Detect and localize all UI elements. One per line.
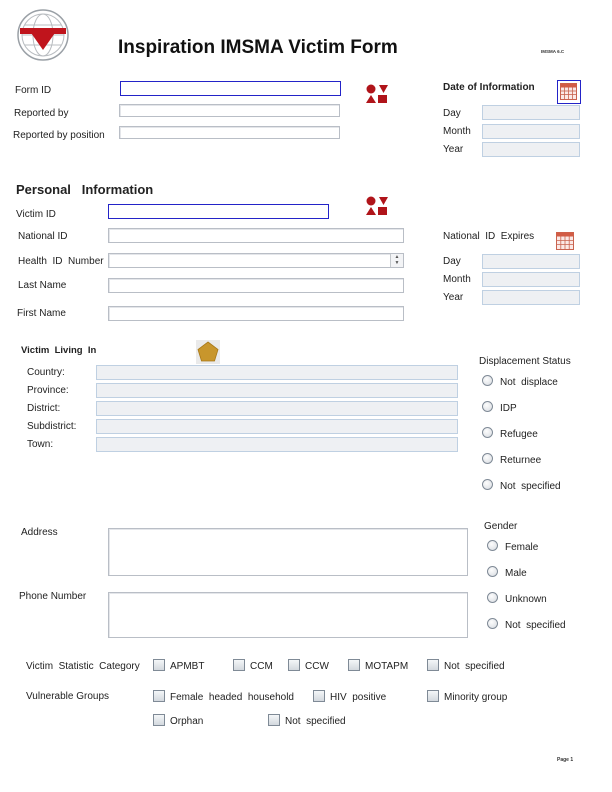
lookup-button-victim[interactable] (365, 194, 389, 218)
health-id-label: Health ID Number (18, 256, 104, 267)
pentagon-location-icon (196, 340, 220, 364)
displacement-option-label: Refugee (500, 429, 538, 440)
last-name-label: Last Name (18, 280, 67, 291)
national-id-field[interactable] (108, 228, 404, 243)
address-field[interactable] (108, 528, 468, 576)
victim-living-in-heading: Victim Living In (21, 345, 97, 356)
national-id-expires-calendar-button[interactable] (553, 229, 577, 253)
country-label: Country: (27, 367, 65, 378)
vulnerable-checkbox-orphan[interactable] (153, 714, 165, 726)
page-title: Inspiration IMSMA Victim Form (118, 37, 398, 58)
country-field[interactable] (96, 365, 458, 380)
gender-radio-not-specified[interactable] (487, 618, 498, 629)
statistic-option-label: CCW (305, 661, 329, 672)
victim-id-label: Victim ID (16, 209, 56, 220)
displacement-status-heading: Displacement Status (479, 356, 571, 367)
displacement-radio-refugee[interactable] (482, 427, 493, 438)
national-id-label: National ID (18, 231, 68, 242)
statistic-checkbox-motapm[interactable] (348, 659, 360, 671)
vulnerable-option-label: Female headed household (170, 692, 294, 703)
district-field[interactable] (96, 401, 458, 416)
expires-month-field[interactable] (482, 272, 580, 287)
displacement-radio-not-displaced[interactable] (482, 375, 493, 386)
globe-logo-icon (16, 8, 70, 62)
location-lookup-button[interactable] (196, 340, 220, 364)
logo (16, 8, 70, 62)
gender-option-label: Not specified (505, 620, 566, 631)
expires-day-field[interactable] (482, 254, 580, 269)
statistic-option-label: Not specified (444, 661, 505, 672)
gender-option-label: Male (505, 568, 527, 579)
subdistrict-field[interactable] (96, 419, 458, 434)
vulnerable-groups-label: Vulnerable Groups (26, 691, 110, 702)
health-id-field[interactable] (108, 253, 404, 268)
reported-by-position-field[interactable] (119, 126, 340, 139)
date-day-label: Day (443, 108, 461, 119)
displacement-option-label: Not specified (500, 481, 561, 492)
victim-statistic-category-label: Victim Statistic Category (26, 661, 140, 672)
vulnerable-option-label: Not specified (285, 716, 346, 727)
reported-by-field[interactable] (119, 104, 340, 117)
statistic-option-label: CCM (250, 661, 273, 672)
date-year-label: Year (443, 144, 464, 155)
date-of-information-calendar-button[interactable] (557, 80, 581, 104)
reported-by-label: Reported by (14, 108, 69, 119)
national-id-expires-heading: National ID Expires (443, 231, 535, 242)
vulnerable-checkbox-female-headed-household[interactable] (153, 690, 165, 702)
gender-radio-male[interactable] (487, 566, 498, 577)
shapes-lookup-icon (365, 82, 389, 106)
first-name-label: First Name (17, 308, 66, 319)
statistic-checkbox-apmbt[interactable] (153, 659, 165, 671)
statistic-checkbox-not-specified[interactable] (427, 659, 439, 671)
victim-id-field[interactable] (108, 204, 329, 219)
expires-year-field[interactable] (482, 290, 580, 305)
spinner-down-icon[interactable]: ▼ (394, 260, 400, 266)
vulnerable-option-label: Minority group (444, 692, 508, 703)
last-name-field[interactable] (108, 278, 404, 293)
displacement-option-label: IDP (500, 403, 517, 414)
date-month-label: Month (443, 126, 471, 137)
phone-number-label: Phone Number (19, 591, 87, 602)
personal-information-heading: Personal Information (16, 182, 154, 197)
calendar-icon (553, 229, 577, 253)
displacement-option-label: Not displace (500, 377, 558, 388)
town-label: Town: (27, 439, 54, 450)
phone-number-field[interactable] (108, 592, 468, 638)
date-of-information-heading: Date of Information (443, 82, 535, 93)
vulnerable-checkbox-hiv-positive[interactable] (313, 690, 325, 702)
reported-by-position-label: Reported by position (13, 130, 105, 141)
gender-option-label: Female (505, 542, 539, 553)
gender-radio-unknown[interactable] (487, 592, 498, 603)
vulnerable-checkbox-not-specified[interactable] (268, 714, 280, 726)
expires-year-label: Year (443, 292, 464, 303)
displacement-radio-not-specified[interactable] (482, 479, 493, 490)
statistic-checkbox-ccw[interactable] (288, 659, 300, 671)
spinner-up-icon[interactable]: ▲ (394, 254, 400, 260)
health-id-spinner[interactable] (390, 254, 403, 267)
expires-day-label: Day (443, 256, 461, 267)
expires-month-label: Month (443, 274, 471, 285)
version-badge: IMSMA 6.C (541, 49, 565, 54)
gender-radio-female[interactable] (487, 540, 498, 551)
date-year-field[interactable] (482, 142, 580, 157)
district-label: District: (27, 403, 61, 414)
vulnerable-option-label: Orphan (170, 716, 204, 727)
town-field[interactable] (96, 437, 458, 452)
address-label: Address (21, 527, 58, 538)
displacement-radio-returnee[interactable] (482, 453, 493, 464)
displacement-radio-idp[interactable] (482, 401, 493, 412)
statistic-checkbox-ccm[interactable] (233, 659, 245, 671)
subdistrict-label: Subdistrict: (27, 421, 77, 432)
statistic-option-label: APMBT (170, 661, 205, 672)
gender-heading: Gender (484, 521, 518, 532)
vulnerable-option-label: HIV positive (330, 692, 387, 703)
shapes-lookup-icon (365, 194, 389, 218)
form-id-label: Form ID (15, 85, 52, 96)
date-day-field[interactable] (482, 105, 580, 120)
vulnerable-checkbox-minority-group[interactable] (427, 690, 439, 702)
form-id-field[interactable] (120, 81, 341, 96)
province-field[interactable] (96, 383, 458, 398)
displacement-option-label: Returnee (500, 455, 542, 466)
province-label: Province: (27, 385, 69, 396)
statistic-option-label: MOTAPM (365, 661, 409, 672)
calendar-icon (558, 81, 579, 102)
page-number: Page 1 (557, 757, 574, 763)
gender-option-label: Unknown (505, 594, 547, 605)
lookup-button-form[interactable] (365, 82, 389, 106)
first-name-field[interactable] (108, 306, 404, 321)
date-month-field[interactable] (482, 124, 580, 139)
